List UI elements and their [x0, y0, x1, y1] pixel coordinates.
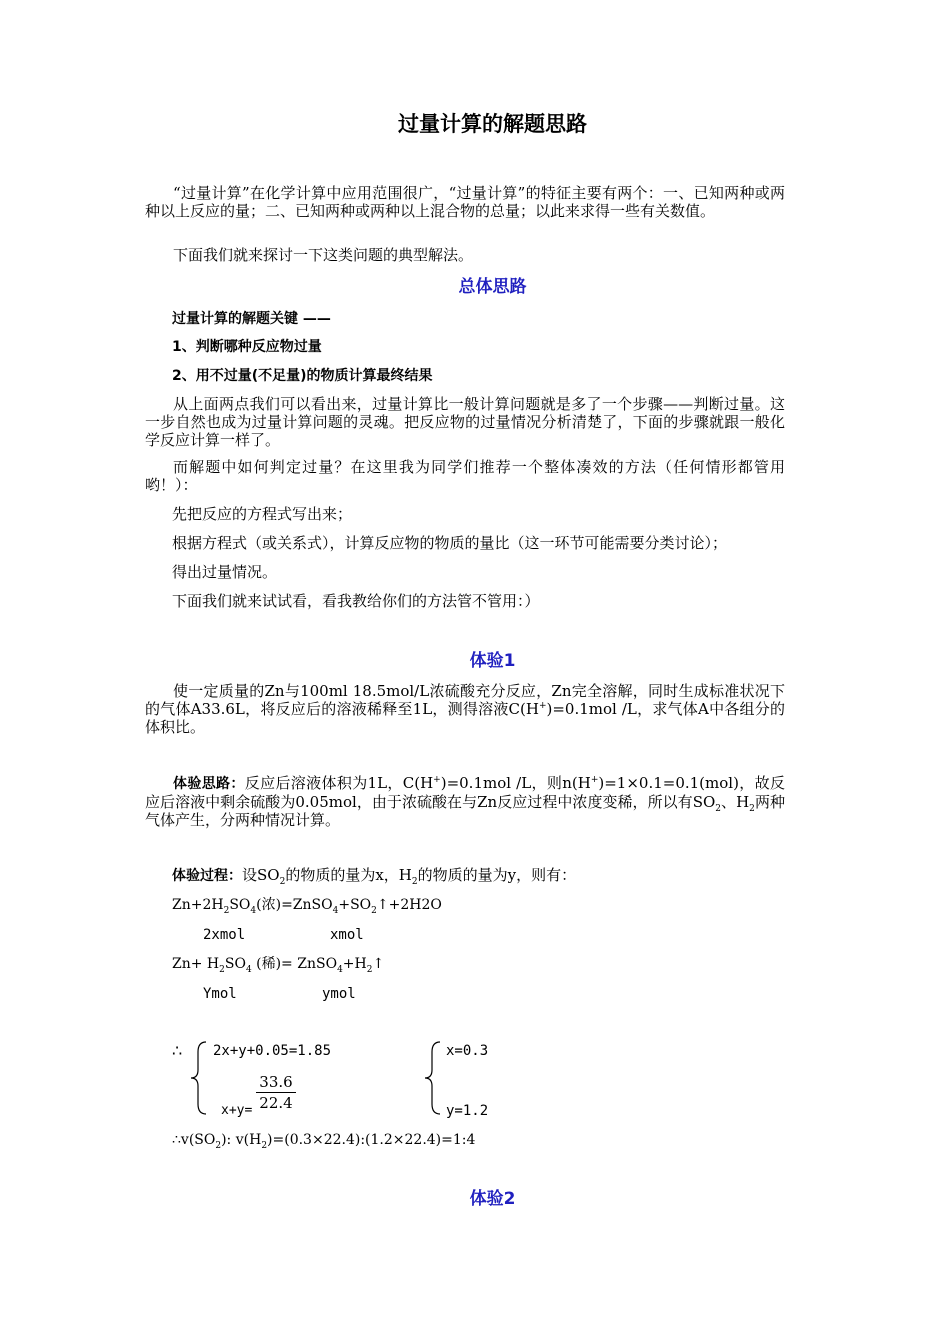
fraction-numerator: 33.6 [259, 1073, 293, 1091]
solution-y: y=1.2 [446, 1103, 489, 1119]
section-heading-exp1: 体验1 [469, 651, 516, 671]
method-step-3: 得出过量情况。 [172, 563, 278, 581]
fraction-denominator: 22.4 [256, 1092, 296, 1113]
intro-paragraph: “过量计算”在化学计算中应用范围很广，“过量计算”的特征主要有两个：一、已知两种或两种以上反应的量；二、已知两种或两种以上混合物的总量；以此来求得一些有关数值。 [145, 184, 785, 220]
eq2-amount-acid: Ymol [203, 986, 237, 1002]
process-label: 体验过程： [172, 868, 242, 884]
volume-ratio: $\therefore v(SO_2)$: $v(H_2)=(0.3\times 22.4):(1.2\times 22.4)=1:4$ [172, 1132, 476, 1151]
exp1-problem: 使一定质量的Zn与100ml 18.5mol/L浓硫酸充分反应，Zn完全溶解，同时生成标准状况下的气体A33.6L，将反应后的溶液稀释至1L，测得溶液C(H+)=0.1mol /L，求气体A中各组分的体积比。 [145, 682, 785, 736]
system-eq-2: x+y= [221, 1103, 253, 1118]
left-brace-icon [188, 1040, 210, 1116]
key-point-1: 1、判断哪种反应物过量 [172, 339, 322, 355]
method-step-1: 先把反应的方程式写出来； [172, 505, 353, 523]
section-heading-exp2: 体验2 [469, 1189, 516, 1209]
key-heading: 过量计算的解题关键 —— [172, 311, 331, 327]
analysis-paragraph: 从上面两点我们可以看出来，过量计算比一般计算问题就是多了一个步骤——判断过量。这一步自然也成为过量计算问题的灵魂。把反应物的过量情况分析清楚了，下面的步骤就跟一般化学反应计算一样了。 [145, 395, 785, 449]
try-paragraph: 下面我们就来试试看，看我教给你们的方法管不管用：） [172, 592, 540, 610]
equation-dilute: $Zn+ H_2SO_4$ (稀)= $ZnSO_4+H_2↑$ [172, 956, 385, 975]
therefore-symbol: ∴ [172, 1041, 183, 1060]
intro-paragraph-2: 下面我们就来探讨一下这类问题的典型解法。 [173, 246, 474, 264]
exp1-thinking: 体验思路：反应后溶液体积为1L，C(H+)=0.1mol /L，则n(H+)=1×0.1=0.1(mol)，故反应后溶液中剩余硫酸为0.05mol，由于浓硫酸在与Zn反应过程中浓度变稀，所以有$SO_2$、$H_2$两种气体产生，分两种情况计算。 [145, 774, 785, 829]
eq2-amount-h2: ymol [322, 986, 356, 1002]
key-point-2: 2、用不过量(不足量)的物质计算最终结果 [172, 368, 433, 384]
page-title: 过量计算的解题思路 [398, 112, 587, 136]
method-paragraph: 而解题中如何判定过量？在这里我为同学们推荐一个整体凑效的方法（任何情形都管用哟！）： [145, 458, 785, 494]
exp1-process: 体验过程：设$SO_2$的物质的量为x，$H_2$的物质的量为y，则有： [172, 866, 577, 887]
thinking-label: 体验思路： [173, 776, 245, 792]
right-brace-icon [422, 1040, 444, 1116]
eq1-amount-acid: 2xmol [203, 927, 246, 943]
section-heading-overall: 总体思路 [458, 277, 527, 297]
equation-concentrated: $Zn+2H_2SO_4$(浓)$=ZnSO_4+SO_2↑+2H2O$ [172, 897, 442, 916]
system-eq-1: 2x+y+0.05=1.85 [213, 1043, 332, 1059]
fraction [256, 1072, 296, 1113]
solution-x: x=0.3 [446, 1043, 489, 1059]
method-step-2: 根据方程式（或关系式），计算反应物的物质的量比（这一环节可能需要分类讨论）； [172, 534, 728, 552]
eq1-amount-so2: xmol [330, 927, 364, 943]
